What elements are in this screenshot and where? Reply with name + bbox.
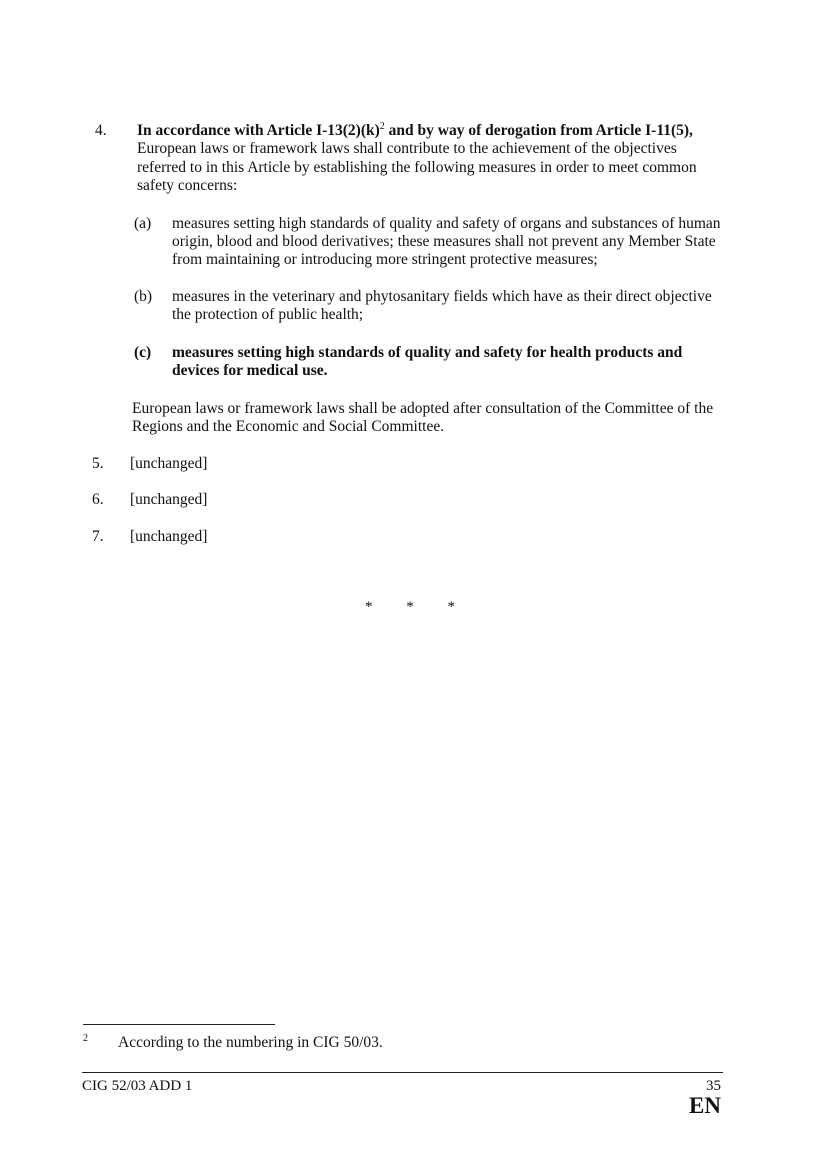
paragraph-5-number: 5. (92, 455, 104, 472)
paragraph-6-number: 6. (92, 491, 104, 508)
item-b-line-2: the protection of public health; (172, 306, 364, 323)
paragraph-4-line-3: referred to in this Article by establishing the following measures in order to meet common (137, 159, 697, 176)
paragraph-6-text: [unchanged] (130, 491, 208, 508)
separator-star: * (447, 599, 455, 615)
item-b-label: (b) (134, 288, 153, 305)
footnote-mark: 2 (83, 1033, 88, 1044)
footnote-divider (83, 1024, 275, 1025)
item-c-line-1: measures setting high standards of quality and safety for health products and (172, 344, 683, 361)
footer-divider (82, 1072, 723, 1073)
paragraph-4-closing-line-2: Regions and the Economic and Social Committee. (132, 418, 445, 435)
paragraph-4-intro (137, 122, 737, 140)
item-a-line-3: from maintaining or introducing more stringent protective measures; (172, 251, 598, 268)
paragraph-4-line-2: European laws or framework laws shall contribute to the achievement of the objectives (137, 140, 677, 157)
footer-language-code: EN (689, 1093, 721, 1118)
paragraph-7-text: [unchanged] (130, 528, 208, 545)
paragraph-7-number: 7. (92, 528, 104, 545)
paragraph-4-closing-line-1: European laws or framework laws shall be adopted after consultation of the Committee of the (132, 400, 714, 417)
paragraph-4-bold-intro: In accordance with Article I-13(2)(k) (137, 122, 380, 139)
separator-star: * (406, 599, 414, 615)
paragraph-4-bold-intro-cont: and by way of derogation from Article I-11(5), (384, 122, 693, 139)
footer-doc-reference: CIG 52/03 ADD 1 (82, 1078, 193, 1094)
item-a-line-1: measures setting high standards of quality and safety of organs and substances of human (172, 215, 721, 232)
footnote-reference: 2 (379, 121, 385, 132)
paragraph-4-line-4: safety concerns: (137, 177, 238, 194)
item-c-line-2: devices for medical use. (172, 362, 328, 379)
item-b-line-1: measures in the veterinary and phytosanitary fields which have as their direct objective (172, 288, 712, 305)
paragraph-4-number: 4. (95, 122, 107, 139)
item-c-label: (c) (134, 344, 152, 361)
item-a-line-2: origin, blood and blood derivatives; these measures shall not prevent any Member State (172, 233, 716, 250)
paragraph-5-text: [unchanged] (130, 455, 208, 472)
section-separator (365, 598, 455, 616)
item-a-label: (a) (134, 215, 152, 232)
footnote-text: According to the numbering in CIG 50/03. (118, 1034, 383, 1051)
footer-page-number: 35 (706, 1078, 721, 1094)
separator-star: * (365, 599, 373, 615)
